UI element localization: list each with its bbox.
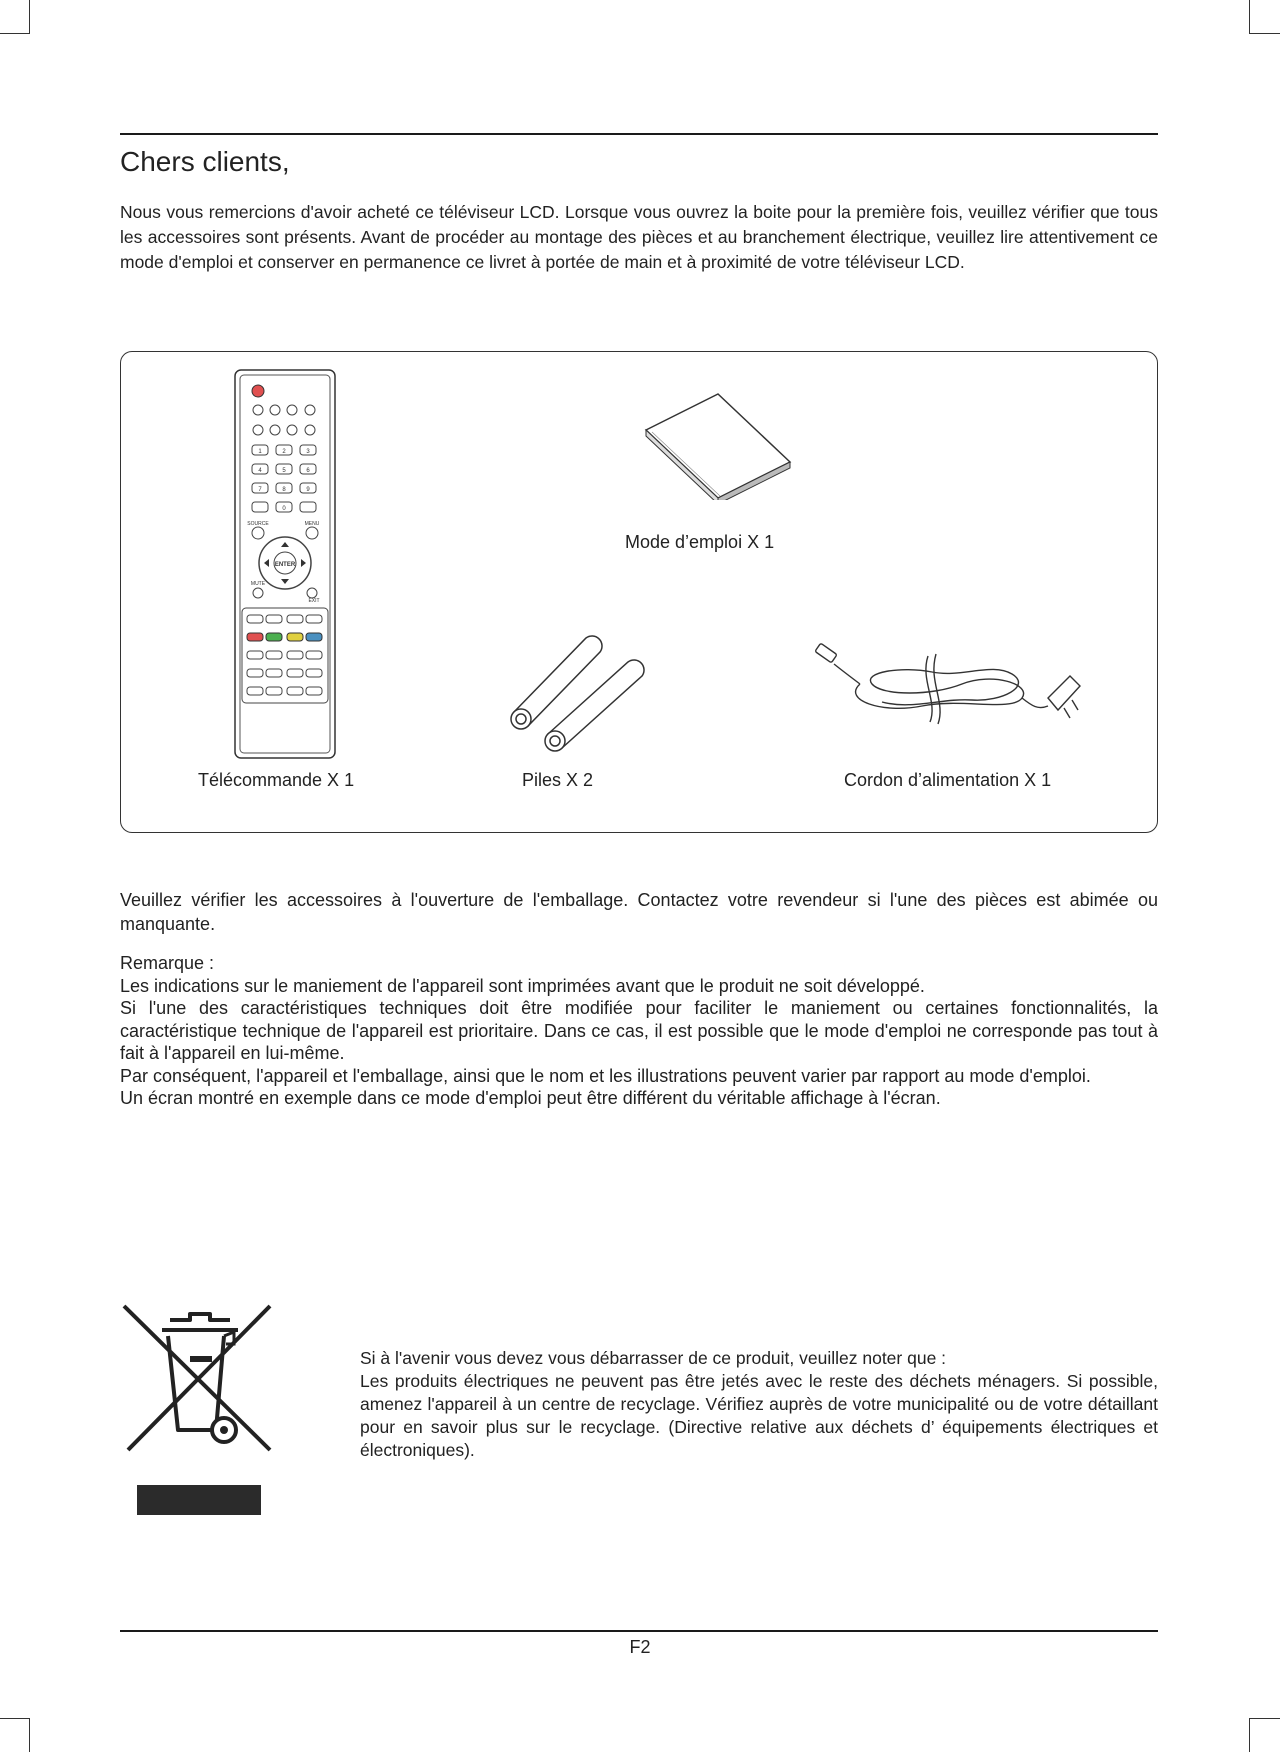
remote-digit: 8 [282, 487, 286, 493]
power-button-icon [252, 385, 264, 397]
remark-line: Si l'une des caractéristiques techniques doit être modifiée pour faciliter le maniement ou certaines fonctionnalités, la caractéristique technique de l'appareil est prioritaire. Dans ce cas, il est possible que le mode d'emploi ne corresponde pas tout à fait à l'appareil en lui-même. [120, 998, 1158, 1063]
remark-block [120, 952, 1158, 1110]
power-cord-caption: Cordon d’alimentation X 1 [844, 770, 1052, 790]
batteries-caption: Piles X 2 [522, 770, 594, 790]
weee-bar [137, 1485, 261, 1515]
crop-mark [29, 0, 30, 34]
crop-mark [1250, 33, 1280, 34]
remote-enter-label: ENTER [274, 562, 296, 568]
disposal-intro: Si à l'avenir vous devez vous débarrasser de ce produit, veuillez noter que : [360, 1348, 947, 1368]
remote-control-illustration [232, 368, 338, 760]
remark-line: Les indications sur le maniement de l'appareil sont imprimées avant que le produit ne soit développé. [120, 975, 925, 996]
remark-line: Un écran montré en exemple dans ce mode d'emploi peut être différent du véritable affichage à l'écran. [120, 1088, 941, 1108]
remote-mute-label: MUTE [250, 581, 266, 587]
remark-title: Remarque : [120, 953, 215, 973]
manual-caption: Mode d’emploi X 1 [625, 532, 775, 552]
check-accessories-paragraph: Veuillez vérifier les accessoires à l'ouverture de l'emballage. Contactez votre revendeur si l'une des pièces est abimée ou manquante. [120, 890, 1158, 934]
remote-source-label: SOURCE [247, 521, 269, 527]
batteries-illustration [502, 630, 658, 752]
remote-digit: 1 [258, 449, 262, 455]
power-cord-illustration [812, 640, 1084, 732]
intro-paragraph: Nous vous remercions d'avoir acheté ce téléviseur LCD. Lorsque vous ouvrez la boite pour la première fois, veuillez vérifier que tous les accessoires sont présents. Avant de procéder au montage des pièces et au branchement électrique, veuillez lire attentivement ce mode d'emploi et conserver en permanence ce livret à portée de main et à proximité de votre téléviseur LCD. [120, 202, 1158, 272]
crop-mark [29, 1718, 30, 1752]
disposal-body: Les produits électriques ne peuvent pas être jetés avec le reste des déchets ménagers. Si possible, amenez l'appareil à un centre de recyclage. Vérifiez auprès de votre municipalité ou de votre détaillant pour en savoir plus sur le recyclage. (Directive relative aux déchets d’ équipements électriques et électroniques). [360, 1371, 1158, 1460]
crop-mark [1250, 1718, 1280, 1719]
crop-mark [1249, 1718, 1250, 1752]
remark-line: Par conséquent, l'appareil et l'emballage, ainsi que le nom et les illustrations peuvent varier par rapport au mode d'emploi. [120, 1065, 1091, 1086]
disposal-text [360, 1347, 1158, 1462]
remote-exit-label: EXIT [308, 598, 320, 604]
remote-digit: 2 [282, 449, 286, 455]
crop-mark [0, 33, 30, 34]
weee-crossed-bin-icon [120, 1300, 280, 1460]
remote-digit: 5 [282, 468, 286, 474]
crop-mark [0, 1718, 30, 1719]
top-rule [120, 133, 1158, 135]
crop-mark [1249, 0, 1250, 34]
page-number: F2 [629, 1637, 651, 1657]
remote-digit: 6 [306, 468, 310, 474]
remote-digit: 3 [306, 449, 310, 455]
remote-digit: 9 [306, 487, 310, 493]
remote-digit: 7 [258, 487, 262, 493]
remote-digit: 4 [258, 468, 262, 474]
remote-caption: Télécommande X 1 [198, 770, 355, 790]
bottom-rule [120, 1630, 1158, 1632]
remote-digit: 0 [282, 506, 286, 512]
manual-booklet-illustration [642, 390, 794, 500]
remote-menu-label: MENU [304, 521, 320, 527]
page-title: Chers clients, [120, 146, 290, 177]
